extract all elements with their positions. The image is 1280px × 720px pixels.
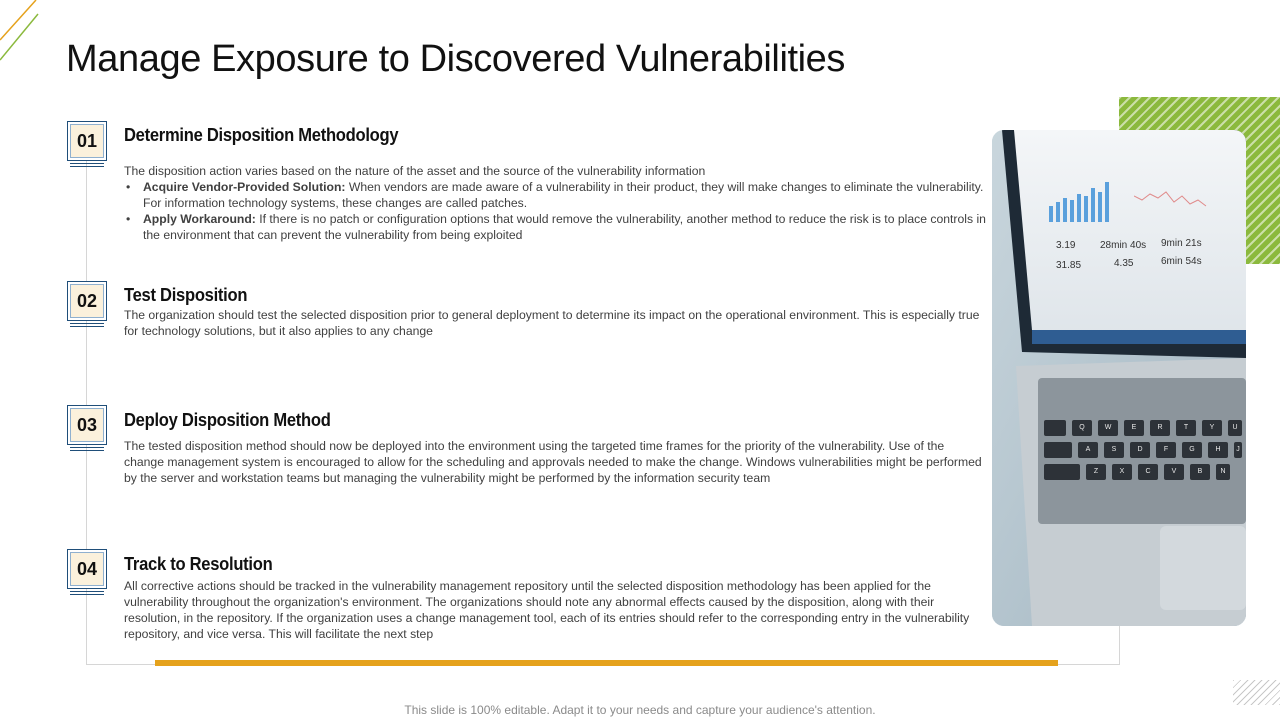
key-row	[1044, 442, 1244, 458]
key-row	[1044, 464, 1244, 480]
screen-bar	[1056, 202, 1060, 222]
page-title: Manage Exposure to Discovered Vulnerabilities	[66, 38, 846, 80]
step-number-badge: 03	[67, 405, 107, 445]
bullet-text: When vendors are made aware of a vulnerability in their product, they will make changes to eliminate the vulnerability. For information technology systems, these changes are called patches.	[143, 180, 984, 210]
step-text: The organization should test the selected disposition prior to general deployment to determine its impact on the operational environment. This is especially true for technology solutions, but it also applies to any change	[124, 308, 980, 338]
keyboard	[1044, 420, 1244, 480]
screen-bar	[1084, 196, 1088, 222]
screen-bar	[1091, 188, 1095, 222]
keyboard-key: D	[1130, 442, 1150, 458]
screen-stat: 3.19	[1056, 240, 1076, 251]
keyboard-key: U	[1228, 420, 1242, 436]
screen-bar	[1063, 198, 1067, 222]
screen-stat: 6min 54s	[1161, 256, 1202, 267]
keyboard-key: A	[1078, 442, 1098, 458]
keyboard-key: X	[1112, 464, 1132, 480]
keyboard-key	[1044, 442, 1072, 458]
bullet-text: If there is no patch or configuration options that would remove the vulnerability, another method to reduce the risk is to place controls in the environment that can prevent the vulnerability from being exploited	[143, 212, 986, 242]
screen-bar	[1049, 206, 1053, 222]
keyboard-key: G	[1182, 442, 1202, 458]
laptop-photo	[992, 130, 1246, 626]
screen-stat: 4.35	[1114, 258, 1134, 269]
step-heading: Deploy Disposition Method	[124, 410, 331, 430]
screen-stat: 9min 21s	[1161, 238, 1202, 249]
keyboard-key: F	[1156, 442, 1176, 458]
keyboard-key: V	[1164, 464, 1184, 480]
screen-stat: 28min 40s	[1100, 240, 1147, 251]
bullet-label: Acquire Vendor-Provided Solution:	[143, 180, 346, 194]
screen-bar-chart	[1047, 176, 1127, 222]
screen-bar	[1098, 192, 1102, 222]
badge-underline	[70, 591, 104, 597]
corner-hatch-decoration	[1233, 680, 1280, 705]
screen-bar	[1077, 194, 1081, 222]
step-heading: Track to Resolution	[124, 554, 273, 574]
keyboard-key: J	[1234, 442, 1242, 458]
step-number-badge: 02	[67, 281, 107, 321]
keyboard-key: Y	[1202, 420, 1222, 436]
keyboard-key: N	[1216, 464, 1230, 480]
keyboard-key: T	[1176, 420, 1196, 436]
bullet-item	[124, 211, 986, 243]
step-text: All corrective actions should be tracked in the vulnerability management repository until the selected disposition methodology has been applied for the vulnerability throughout the organization's environment. The organizations should note any abnormal effects caused by the disposition, along with their resolution, in the repository. If the organization uses a change management tool, each of its entries should refer to the corresponding entry in the vulnerability repository, and vice versa. This will facilitate the next step	[124, 579, 970, 641]
footer-note: This slide is 100% editable. Adapt it to your needs and capture your audience's attention.	[404, 703, 876, 717]
badge-underline	[70, 323, 104, 329]
keyboard-key: R	[1150, 420, 1170, 436]
accent-bar	[155, 660, 1058, 666]
step-number-badge: 01	[67, 121, 107, 161]
screen-line-chart	[1134, 182, 1208, 216]
keyboard-key	[1044, 464, 1080, 480]
corner-decoration	[0, 0, 60, 70]
step-heading: Determine Disposition Methodology	[124, 125, 399, 145]
badge-underline	[70, 163, 104, 169]
keyboard-key: Q	[1072, 420, 1092, 436]
step-section-03	[124, 410, 986, 486]
keyboard-key: Z	[1086, 464, 1106, 480]
bullet-label: Apply Workaround:	[143, 212, 256, 226]
keyboard-key	[1044, 420, 1066, 436]
screen-stat: 31.85	[1056, 260, 1082, 271]
step-text: The tested disposition method should now be deployed into the environment using the targeted time frames for the priority of the vulnerability. Use of the change management system is encouraged to allow for the scheduling and approvals needed to make the change. Windows vulnerabilities might be performed by the server and workstation teams but managing the vulnerability might be performed by the information security team	[124, 439, 982, 485]
keyboard-key: H	[1208, 442, 1228, 458]
key-row	[1044, 420, 1244, 436]
screen-bar	[1105, 182, 1109, 222]
keyboard-key: S	[1104, 442, 1124, 458]
step-section-04	[124, 554, 986, 642]
step-section-01	[124, 125, 986, 243]
keyboard-key: W	[1098, 420, 1118, 436]
keyboard-key: B	[1190, 464, 1210, 480]
step-heading: Test Disposition	[124, 285, 248, 305]
badge-underline	[70, 447, 104, 453]
step-number-badge: 04	[67, 549, 107, 589]
step-bullet-list	[124, 179, 986, 243]
keyboard-key: C	[1138, 464, 1158, 480]
keyboard-key: E	[1124, 420, 1144, 436]
bullet-item	[124, 179, 986, 211]
screen-bar	[1070, 200, 1074, 222]
step-intro: The disposition action varies based on the nature of the asset and the source of the vulnerability information	[124, 164, 706, 178]
step-section-02	[124, 285, 986, 339]
